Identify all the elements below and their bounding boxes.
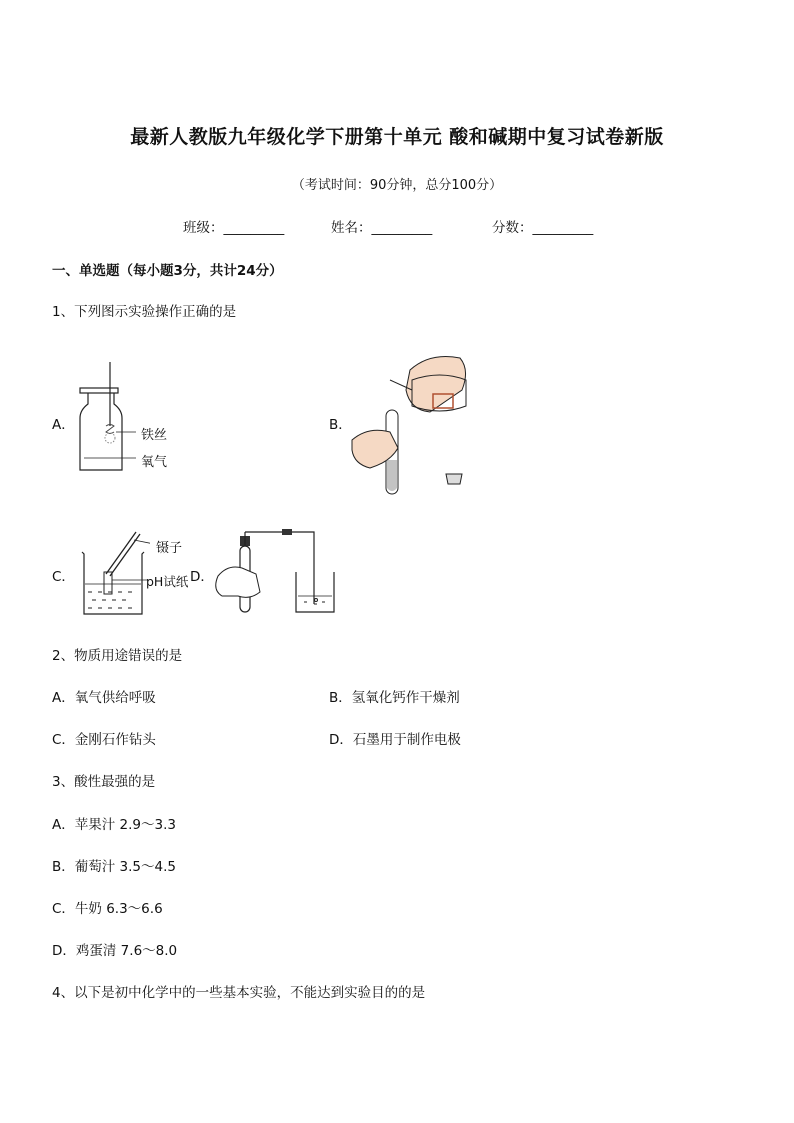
- page-title: 最新人教版九年级化学下册第十单元 酸和碱期中复习试卷新版: [130, 126, 664, 148]
- pouring-liquid-figure: [350, 350, 475, 498]
- iron-wire-label: 铁丝: [141, 428, 168, 443]
- q1-option-a-label: A．: [52, 417, 75, 433]
- q2-option-c: C．金刚石作钻头: [52, 732, 156, 748]
- q1-option-c-label: C．: [52, 569, 75, 585]
- q2-option-d: D．石墨用于制作电极: [329, 732, 461, 748]
- q2-option-b: B．氢氧化钙作干燥剂: [329, 690, 460, 706]
- class-field: 班级：_________: [183, 220, 285, 236]
- section-heading: 一、单选题（每小题3分，共计24分）: [52, 263, 283, 279]
- name-field: 姓名：_________: [331, 220, 433, 236]
- question-2-stem: 2、物质用途错误的是: [52, 648, 183, 664]
- exam-subtitle: （考试时间：90分钟，总分100分）: [291, 178, 503, 193]
- score-field: 分数：_________: [492, 220, 594, 236]
- q3-option-c: C．牛奶 6.3～6.6: [52, 901, 163, 917]
- q3-option-a: A．苹果汁 2.9～3.3: [52, 817, 176, 833]
- oxygen-label: 氧气: [141, 455, 168, 470]
- q2-option-a: A．氧气供给呼吸: [52, 690, 156, 706]
- iron-wire-in-oxygen-figure: [70, 358, 190, 478]
- gas-tightness-check-figure: [210, 524, 340, 620]
- question-4-stem: 4、以下是初中化学中的一些基本实验，不能达到实验目的的是: [52, 985, 426, 1001]
- question-3-stem: 3、酸性最强的是: [52, 774, 156, 790]
- ph-paper-test-figure: [78, 528, 150, 620]
- q1-option-b-label: B．: [329, 417, 352, 433]
- question-1-stem: 1、下列图示实验操作正确的是: [52, 304, 237, 320]
- q1-option-d-label: D．: [190, 569, 214, 585]
- ph-paper-label: pH试纸: [146, 574, 189, 589]
- q3-option-b: B．葡萄汁 3.5～4.5: [52, 859, 176, 875]
- tweezers-label: 镊子: [156, 541, 183, 556]
- q3-option-d: D．鸡蛋清 7.6～8.0: [52, 943, 178, 959]
